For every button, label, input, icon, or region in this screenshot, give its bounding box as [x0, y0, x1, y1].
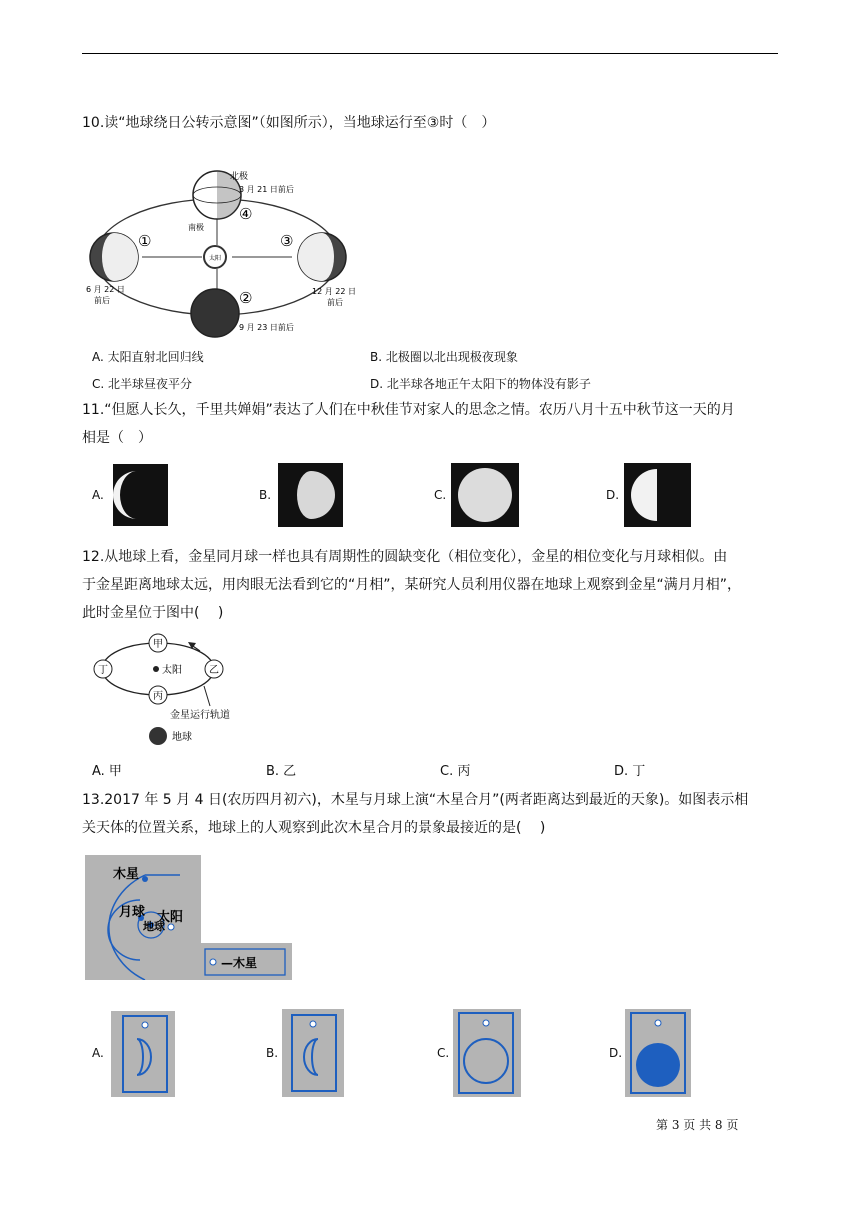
q12-sun-label: 太阳 — [162, 665, 182, 676]
q13-option-d-label[interactable]: D. — [609, 1046, 623, 1060]
q10-option-c[interactable]: C. 北半球昼夜平分 — [92, 377, 193, 391]
q13-option-b-figure — [282, 1009, 344, 1097]
q10-earth-right — [298, 233, 346, 281]
q10-south-label: 南极 — [188, 223, 204, 232]
q13-option-a-figure — [111, 1011, 175, 1097]
q13-jupiter-label: 木星 — [113, 867, 140, 882]
q13-stem-line1: 13.2017 年 5 月 4 日(农历四月初六)，木星与月球上演“木星合月”(两者距离达到最近的天象)。如图表示相 — [82, 792, 749, 808]
q10-sun-label: 太阳 — [208, 255, 222, 262]
q13-stem-line2: 关天体的位置关系，地球上的人观察到此次木星合月的景象最接近的是( ) — [82, 820, 546, 836]
q13-sun-label: 太阳 — [157, 910, 184, 925]
q12-stem-line3: 此时金星位于图中( ) — [82, 605, 224, 621]
q13-earth-label: 地球 — [143, 920, 165, 933]
q12-option-c[interactable]: C. 丙 — [440, 764, 471, 779]
q11-option-a-label[interactable]: A. — [92, 488, 104, 502]
q11-moon-gibbous — [278, 463, 343, 527]
q12-stem-line1: 12.从地球上看，金星同月球一样也具有周期性的圆缺变化（相位变化），金星的相位变化与月球相似。由 — [82, 549, 728, 565]
q12-option-a[interactable]: A. 甲 — [92, 764, 122, 779]
q13-jupiter-diagram — [85, 855, 292, 980]
q12-bing-label: 丙 — [153, 691, 163, 702]
q12-orbit-label: 金星运行轨道 — [170, 710, 230, 721]
q12-option-b[interactable]: B. 乙 — [266, 764, 297, 779]
q10-jun22-b: 前后 — [94, 296, 110, 305]
q12-jia-label: 甲 — [153, 639, 163, 650]
q12-yi-label: 乙 — [209, 665, 219, 676]
q10-marker-4: ④ — [239, 205, 253, 223]
q11-option-b-label[interactable]: B. — [259, 488, 272, 502]
q10-option-b[interactable]: B. 北极圈以北出现极夜现象 — [370, 350, 518, 364]
q11-option-c-label[interactable]: C. — [434, 488, 447, 502]
q10-marker-3: ③ — [280, 232, 294, 250]
q11-option-d-label[interactable]: D. — [606, 488, 620, 502]
q11-stem-line2: 相是（ ） — [82, 430, 152, 446]
q12-ding-label: 丁 — [98, 665, 108, 676]
q10-marker-2: ② — [239, 289, 253, 307]
q10-option-a[interactable]: A. 太阳直射北回归线 — [92, 350, 204, 364]
q10-mar21-label: 3 月 21 日前后 — [239, 185, 294, 194]
q10-dec22-a: 12 月 22 日 — [312, 287, 356, 296]
q10-option-d[interactable]: D. 北半球各地正午太阳下的物体没有影子 — [370, 377, 591, 391]
page-footer: 第 3 页 共 8 页 — [656, 1118, 739, 1132]
q13-option-d-figure — [625, 1009, 691, 1097]
q10-orbit-diagram — [82, 165, 372, 340]
q10-jun22-a: 6 月 22 日 — [86, 285, 125, 294]
header-rule — [82, 53, 778, 54]
q13-option-c-label[interactable]: C. — [437, 1046, 450, 1060]
q12-option-d[interactable]: D. 丁 — [614, 764, 646, 779]
q10-north-label: 北极 — [230, 172, 249, 182]
q10-sep23-label: 9 月 23 日前后 — [239, 323, 294, 332]
q11-moon-crescent — [113, 464, 168, 526]
q13-option-a-label[interactable]: A. — [92, 1046, 104, 1060]
q13-option-b-label[interactable]: B. — [266, 1046, 279, 1060]
q12-earth-label: 地球 — [172, 732, 192, 743]
q10-dec22-b: 前后 — [327, 298, 343, 307]
q13-moon-label: 月球 — [119, 905, 146, 920]
q12-venus-orbit-diagram — [92, 630, 252, 750]
q13-option-c-figure — [453, 1009, 521, 1097]
q11-moon-full — [451, 463, 519, 527]
q13-jupiter2-label: —木星 — [221, 956, 258, 970]
q10-earth-bottom — [191, 289, 239, 337]
q11-stem-line1: 11.“但愿人长久，千里共婵娟”表达了人们在中秋佳节对家人的思念之情。农历八月十五中秋节这一天的月 — [82, 402, 735, 418]
q11-moon-half — [624, 463, 691, 527]
q10-stem: 10.读“地球绕日公转示意图”（如图所示），当地球运行至③时（ ） — [82, 115, 496, 131]
q12-stem-line2: 于金星距离地球太远，用肉眼无法看到它的“月相”，某研究人员利用仪器在地球上观察到金星“满月月相”， — [82, 577, 742, 593]
q10-earth-left — [90, 233, 138, 281]
q10-marker-1: ① — [138, 232, 152, 250]
